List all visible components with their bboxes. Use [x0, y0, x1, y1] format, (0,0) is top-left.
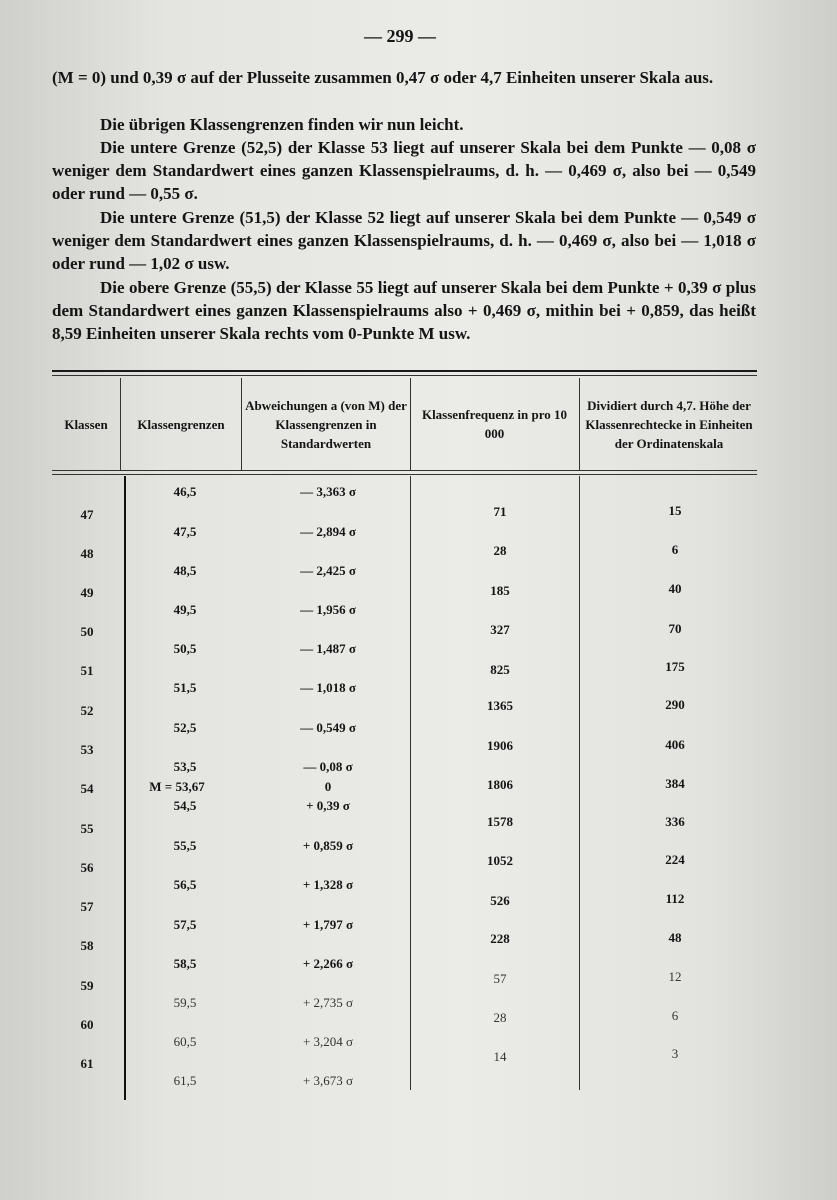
- klassenfrequenz-cell: 1365: [487, 698, 513, 713]
- paragraph-5: Die obere Grenze (55,5) der Klasse 55 liegt auf unserer Skala bei dem Punkte + 0,39 σ plus dem Standardwert eines ganzen Klassenspielraums also + 0,469 σ, mithin bei + 0,859, das heißt 8,59 Einheiten unserer Skala rechts vom 0-Punkte M usw.: [52, 278, 756, 344]
- klasse-cell: 48: [80, 546, 94, 561]
- klasse-cell: 54: [80, 781, 94, 796]
- abweichung-cell: + 3,673 σ: [302, 1073, 354, 1088]
- klassengrenze-cell: 54,5: [173, 798, 197, 813]
- klassenfrequenz-cell: 526: [490, 893, 510, 908]
- header-klassengrenzen: Klassengrenzen: [137, 416, 225, 432]
- header-bottom-rule: [52, 470, 757, 471]
- klasse-cell: 59: [80, 978, 94, 993]
- dividiert-cell: 112: [665, 891, 685, 906]
- klasse-cell: 57: [80, 899, 94, 914]
- table-top-rule: [52, 370, 757, 372]
- abweichung-cell: — 2,425 σ: [300, 563, 356, 578]
- klassenfrequenz-cell: 228: [490, 931, 510, 946]
- header-dividiert: Dividiert durch 4,7. Höhe der Klassenrechtecke in Einheiten der Ordinatenskala: [585, 397, 753, 451]
- klasse-cell: 50: [80, 624, 94, 639]
- abweichung-cell: + 1,328 σ: [302, 877, 354, 892]
- klassenfrequenz-cell: 327: [490, 622, 510, 637]
- klassengrenze-cell: 46,5: [173, 484, 197, 499]
- klassenfrequenz-cell: 14: [493, 1049, 507, 1064]
- dividiert-cell: 6: [671, 542, 679, 557]
- abweichung-cell: + 3,204 σ: [302, 1034, 354, 1049]
- dividiert-cell: 12: [668, 969, 682, 984]
- column-divider: [241, 378, 242, 471]
- abweichung-cell: + 0,859 σ: [302, 838, 354, 853]
- dividiert-cell: 6: [671, 1008, 679, 1023]
- klassenfrequenz-cell: 1906: [487, 738, 513, 753]
- klassengrenze-cell: 47,5: [173, 524, 197, 539]
- klassengrenze-cell: 60,5: [173, 1034, 197, 1049]
- paragraph-1: (M = 0) und 0,39 σ auf der Plusseite zusammen 0,47 σ oder 4,7 Einheiten unserer Skala aus.: [52, 68, 714, 87]
- abweichung-cell: — 1,956 σ: [300, 602, 356, 617]
- klassenfrequenz-cell: 1578: [487, 814, 513, 829]
- klasse-cell: 55: [80, 821, 94, 836]
- abweichung-cell: — 0,549 σ: [300, 720, 356, 735]
- klassengrenze-cell: 52,5: [173, 720, 197, 735]
- klassengrenze-cell: 50,5: [173, 641, 197, 656]
- klassenfrequenz-cell: 28: [493, 543, 507, 558]
- klassengrenze-cell: 58,5: [173, 956, 197, 971]
- klassengrenze-cell: 53,5: [173, 759, 197, 774]
- klasse-cell: 61: [80, 1056, 94, 1071]
- abweichung-cell: — 3,363 σ: [300, 484, 356, 499]
- abweichung-cell: + 1,797 σ: [302, 917, 354, 932]
- abweichung-cell: + 0,39 σ: [306, 798, 350, 813]
- klassengrenze-cell: 59,5: [173, 995, 197, 1010]
- klasse-cell: 49: [80, 585, 94, 600]
- klassengrenze-cell: 57,5: [173, 917, 197, 932]
- column-divider: [579, 378, 580, 471]
- klasse-cell: 53: [80, 742, 94, 757]
- paragraph-4: Die untere Grenze (51,5) der Klasse 52 liegt auf unserer Skala bei dem Punkte — 0,549 σ weniger dem Standardwert eines ganzen Klassenspielraums, d. h. — 0,469 σ, also bei — 1,018 σ oder rund — 1,02 σ usw.: [52, 208, 756, 274]
- klasse-cell: 51: [80, 663, 94, 678]
- table-top-rule-inner: [52, 375, 757, 376]
- page-number: — 299 —: [364, 26, 436, 46]
- klassenfrequenz-cell: 825: [490, 662, 510, 677]
- klassenfrequenz-cell: 1806: [487, 777, 513, 792]
- klassengrenze-cell: 61,5: [173, 1073, 197, 1088]
- klasse-cell: 56: [80, 860, 94, 875]
- dividiert-cell: 15: [668, 503, 682, 518]
- column-divider: [579, 476, 580, 1090]
- dividiert-cell: 224: [665, 852, 685, 867]
- dividiert-cell: 406: [665, 737, 685, 752]
- dividiert-cell: 175: [665, 659, 685, 674]
- paragraph-2: Die übrigen Klassengrenzen finden wir nun leicht.: [100, 115, 464, 134]
- dividiert-cell: 336: [665, 814, 685, 829]
- abweichung-cell: + 2,735 σ: [302, 995, 354, 1010]
- klassenfrequenz-cell: 71: [493, 504, 507, 519]
- klassengrenze-cell: M = 53,67: [149, 779, 205, 794]
- abweichung-cell: — 0,08 σ: [303, 759, 353, 774]
- klassenfrequenz-cell: 28: [493, 1010, 507, 1025]
- dividiert-cell: 3: [671, 1046, 679, 1061]
- column-divider: [410, 378, 411, 471]
- klassenfrequenz-cell: 1052: [487, 853, 513, 868]
- dividiert-cell: 290: [665, 697, 685, 712]
- klassengrenze-cell: 56,5: [173, 877, 197, 892]
- klassenfrequenz-cell: 185: [490, 583, 510, 598]
- paragraph-3: Die untere Grenze (52,5) der Klasse 53 liegt auf unserer Skala bei dem Punkte — 0,08 σ weniger dem Standardwert eines ganzen Klassenspielraums, d. h. — 0,469 σ, also bei — 0,549 oder rund — 0,55 σ.: [52, 138, 756, 204]
- klasse-cell: 52: [80, 703, 94, 718]
- abweichung-cell: 0: [324, 779, 332, 794]
- header-klassen: Klassen: [64, 416, 108, 432]
- klasse-cell: 60: [80, 1017, 94, 1032]
- dividiert-cell: 40: [668, 581, 682, 596]
- abweichung-cell: + 2,266 σ: [302, 956, 354, 971]
- column-divider: [410, 476, 411, 1090]
- klassengrenze-cell: 51,5: [173, 680, 197, 695]
- dividiert-cell: 48: [668, 930, 682, 945]
- abweichung-cell: — 1,487 σ: [300, 641, 356, 656]
- abweichung-cell: — 1,018 σ: [300, 680, 356, 695]
- klasse-cell: 58: [80, 938, 94, 953]
- dividiert-cell: 70: [668, 621, 682, 636]
- dividiert-cell: 384: [665, 776, 685, 791]
- klassengrenze-cell: 55,5: [173, 838, 197, 853]
- header-abweichungen: Abweichungen a (von M) der Klassengrenzen in Standardwerten: [245, 397, 407, 451]
- klassengrenze-cell: 48,5: [173, 563, 197, 578]
- abweichung-cell: — 2,894 σ: [300, 524, 356, 539]
- klasse-cell: 47: [80, 507, 94, 522]
- klassenfrequenz-cell: 57: [493, 971, 507, 986]
- header-klassenfrequenz: Klassenfrequenz in pro 10 000: [421, 407, 568, 441]
- klassengrenze-cell: 49,5: [173, 602, 197, 617]
- header-bottom-rule-inner: [52, 474, 757, 475]
